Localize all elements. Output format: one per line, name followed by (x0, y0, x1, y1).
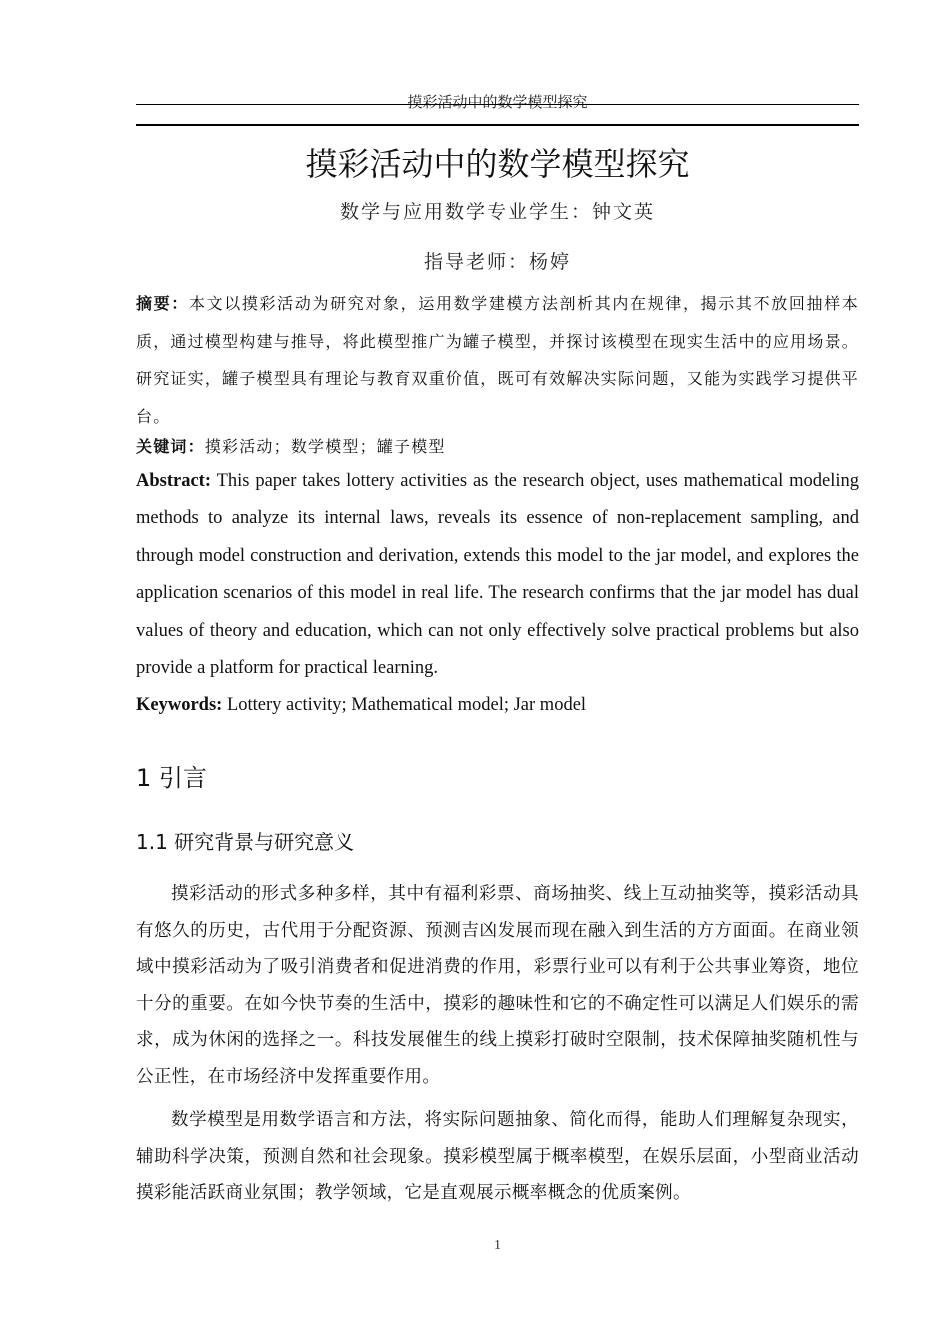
paper-page (136, 0, 859, 1344)
abstract-cn-text: 本文以摸彩活动为研究对象，运用数学建模方法剖析其内在规律，揭示其不放回抽样本质，通过模型构建与推导，将此模型推广为罐子模型，并探讨该模型在现实生活中的应用场景。研究证实，罐子模型具有理论与教育双重价值，既可有效解决实际问题，又能为实践学习提供平台。 (136, 294, 859, 426)
keywords-en-label: Keywords: (136, 695, 223, 715)
keywords-cn-label: 关键词： (136, 437, 205, 456)
header-rule-thick (136, 124, 859, 126)
section-heading-1: 1 引言 (136, 764, 207, 792)
author-line: 数学与应用数学专业学生：钟文英 (339, 201, 655, 223)
abstract-en-text: This paper takes lottery activities as the research object, uses mathematical modeling methods to analyze its internal laws, reveals its essence of non-replacement sampling, and through model construction and derivation, extends this model to the jar model, and explores the application scenarios of this model in real life. The research confirms that the jar model has dual values of theory and education, which can not only effectively solve practical problems but also provide a platform for practical learning. (136, 471, 860, 679)
abstract-en-label: Abstract: (136, 471, 212, 491)
abstract-cn-label: 摘要： (136, 294, 189, 313)
body-paragraph-1: 摸彩活动的形式多种多样，其中有福利彩票、商场抽奖、线上互动抽奖等，摸彩活动具有悠久的历史，古代用于分配资源、预测吉凶发展而现在融入到生活的方方面面。在商业领域中摸彩活动为了吸引消费者和促进消费的作用，彩票行业可以有利于公共事业筹资，地位十分的重要。在如今快节奏的生活中，摸彩的趣味性和它的不确定性可以满足人们娱乐的需求，成为休闲的选择之一。科技发展催生的线上摸彩打破时空限制，技术保障抽奖随机性与公正性，在市场经济中发挥重要作用。 (136, 884, 859, 1087)
header-rule-thin (136, 104, 859, 105)
advisor-line: 指导老师：杨婷 (423, 251, 571, 273)
abstract-cn (136, 285, 859, 435)
section-heading-1-1: 1.1 研究背景与研究意义 (136, 830, 355, 854)
body-paragraph-2: 数学模型是用数学语言和方法，将实际问题抽象、简化而得，能助人们理解复杂现实，辅助科学决策，预测自然和社会现象。摸彩模型属于概率模型，在娱乐层面，小型商业活动摸彩能活跃商业氛围；教学领域，它是直观展示概率概念的优质案例。 (136, 1110, 859, 1204)
paper-title: 摸彩活动中的数学模型探究 (305, 145, 690, 183)
keywords-cn-text: 摸彩活动；数学模型；罐子模型 (204, 437, 446, 456)
keywords-en-text: Lottery activity; Mathematical model; Jar model (226, 695, 587, 715)
keywords-cn (136, 430, 859, 464)
abstract-en (136, 463, 859, 687)
keywords-en (136, 688, 859, 722)
running-header: 摸彩活动中的数学模型探究 (407, 93, 588, 111)
page-number: 1 (494, 1238, 501, 1253)
